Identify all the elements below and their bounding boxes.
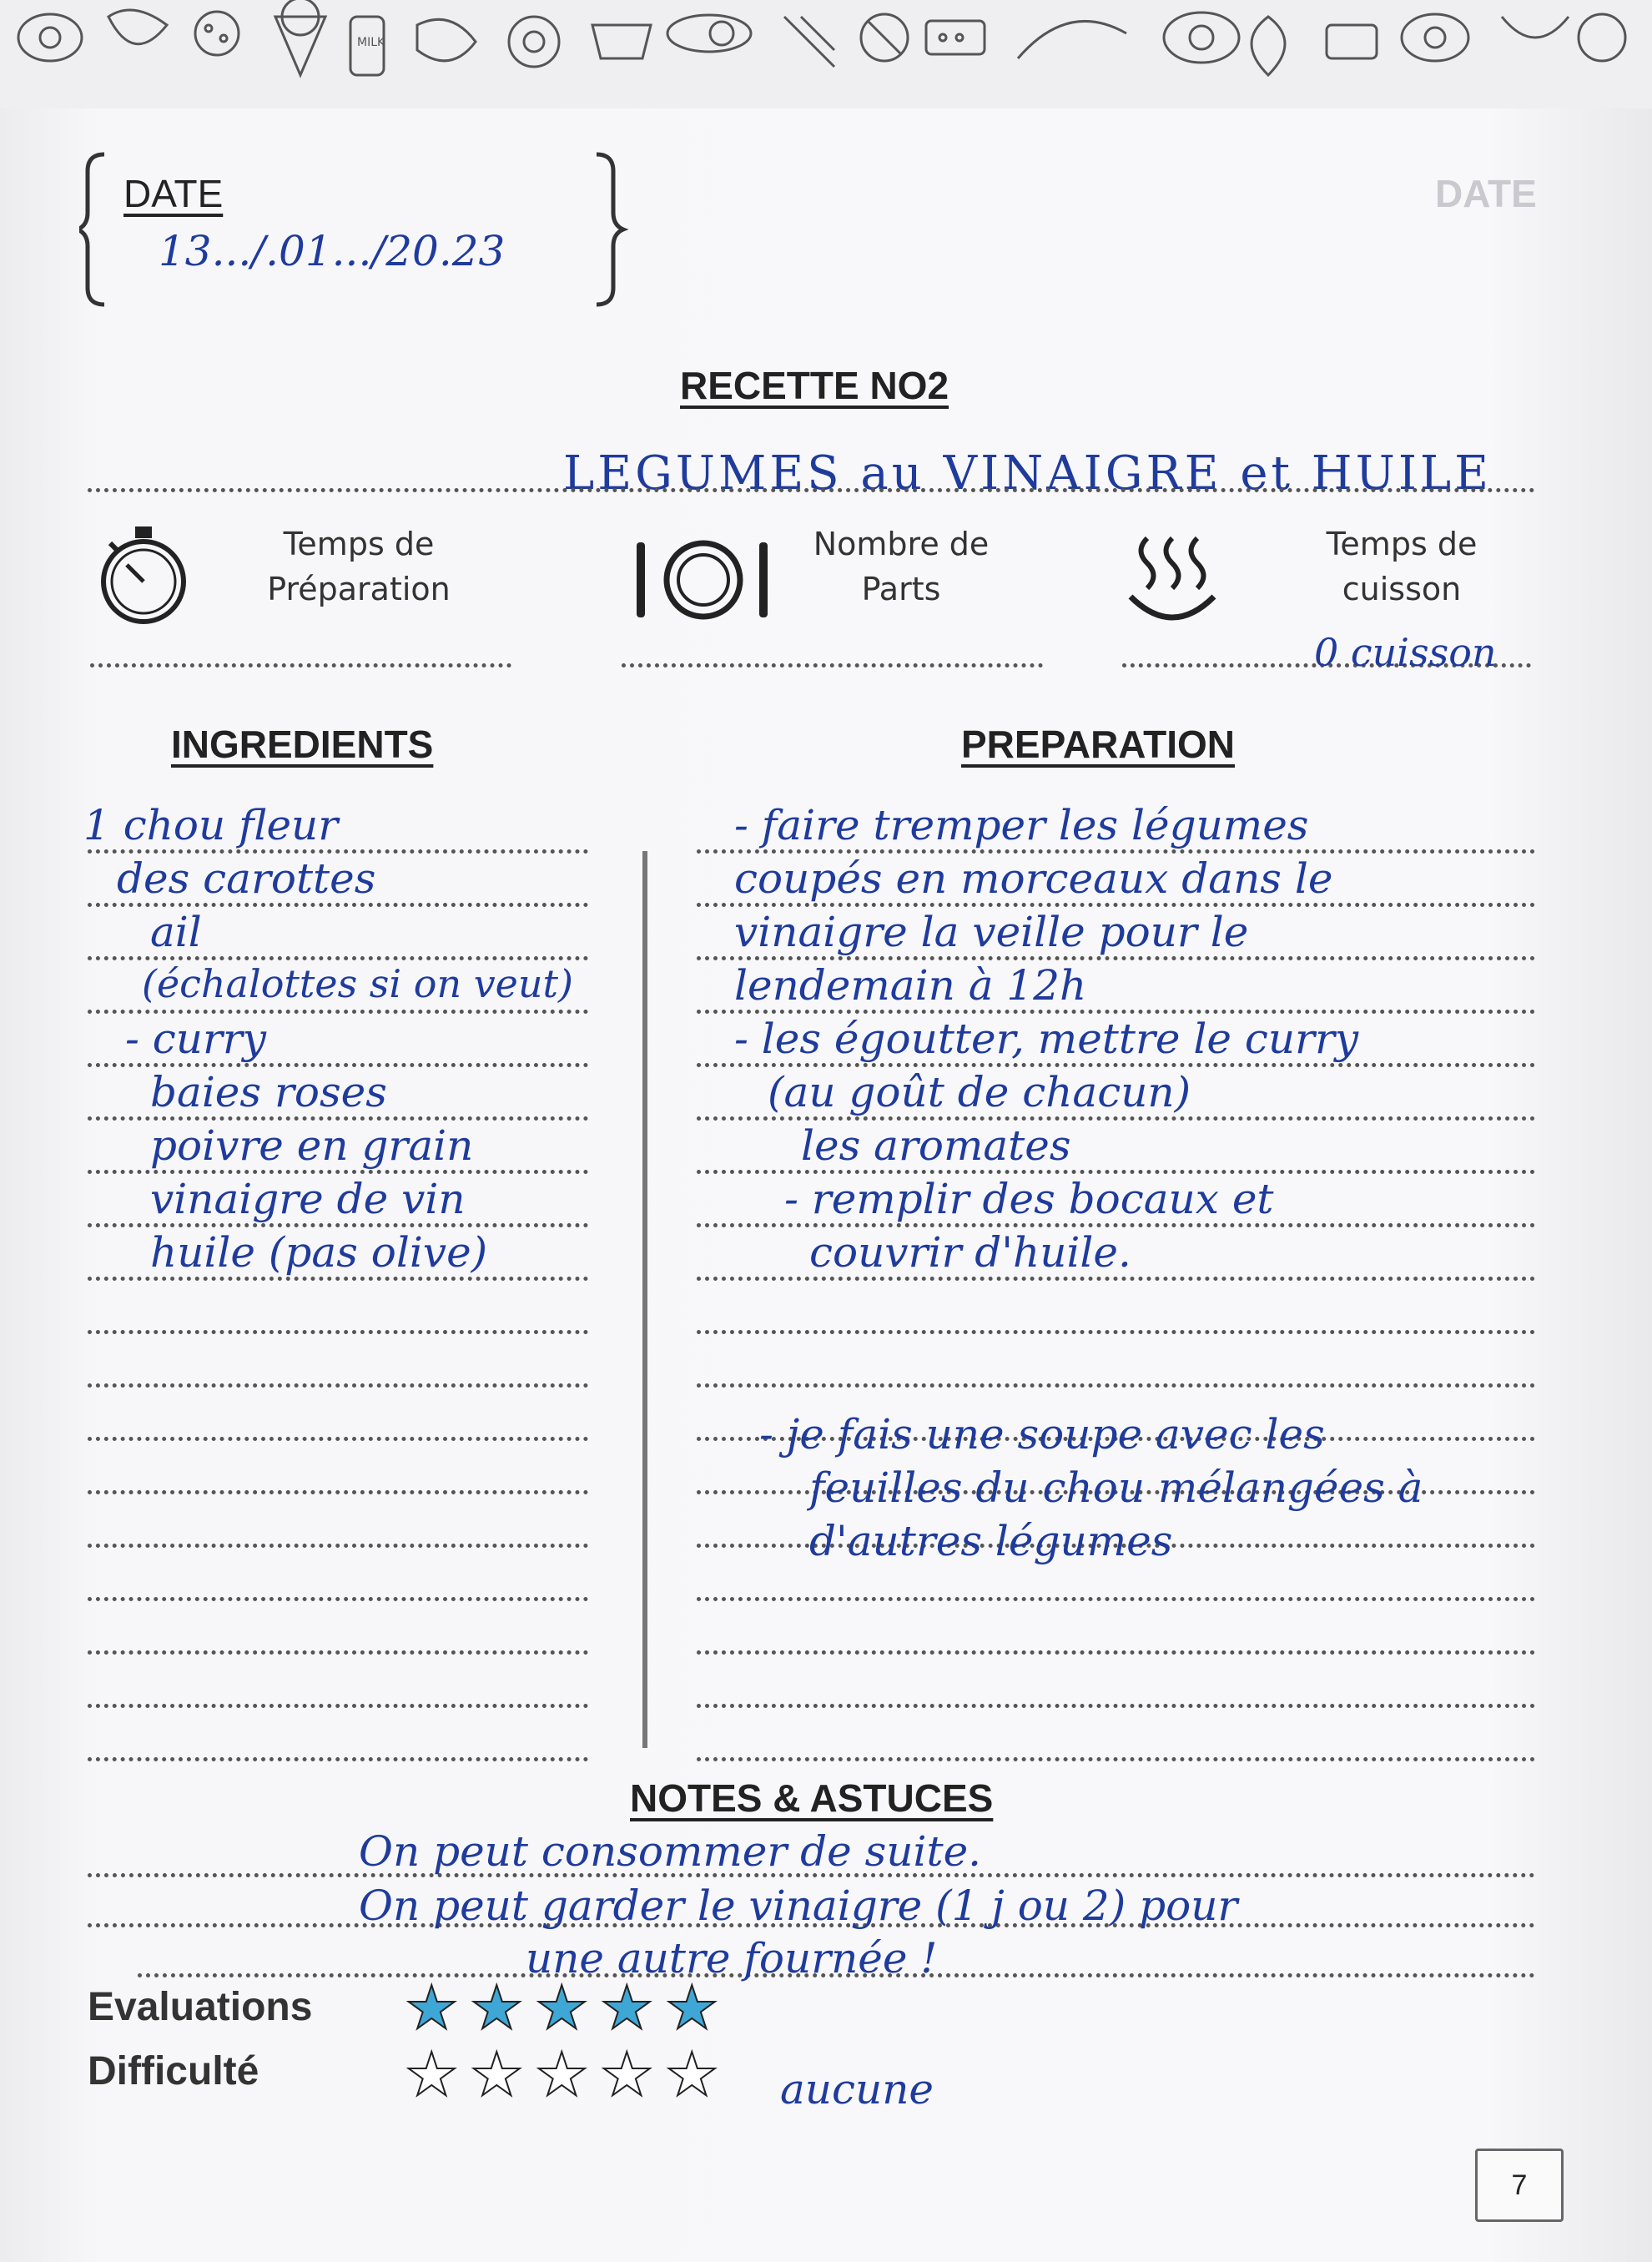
recipe-name-line [88, 488, 1535, 492]
ingredient-item: 1 chou fleur [83, 801, 339, 849]
star-empty-icon: ★ [665, 2039, 719, 2109]
preparation-title: PREPARATION [961, 723, 1235, 766]
ingredient-item: vinaigre de vin [150, 1175, 466, 1223]
preparation-line: feuilles du chou mélangées à [809, 1463, 1423, 1512]
ingredient-item: huile (pas olive) [150, 1228, 488, 1277]
notes-text: On peut garder le vinaigre (1 j ou 2) pour [359, 1882, 1238, 1930]
ingredient-item: ail [150, 908, 202, 956]
stopwatch-icon [92, 521, 196, 630]
preparation-line: lendemain à 12h [734, 961, 1087, 1010]
preparation-line: - faire tremper les légumes [734, 801, 1309, 849]
ingredients-title: INGREDIENTS [171, 723, 434, 766]
star-empty-icon: ★ [470, 2039, 524, 2109]
recipe-name: LEGUMES au VINAIGRE et HUILE [563, 446, 1492, 501]
preparation-line: - les égoutter, mettre le curry [734, 1015, 1359, 1063]
page-number: 7 [1511, 2169, 1528, 2201]
prep-time-line [90, 663, 511, 668]
food-doodle-border [0, 0, 1652, 108]
notes-title: NOTES & ASTUCES [630, 1776, 994, 1820]
svg-text:MILK: MILK [357, 36, 385, 49]
preparation-line: les aromates [801, 1121, 1071, 1170]
star-empty-icon: ★ [600, 2039, 654, 2109]
difficulte-label: Difficulté [88, 2049, 259, 2093]
ingredient-item: des carottes [117, 854, 376, 903]
notes-text: une autre fournée ! [526, 1934, 938, 1982]
preparation-line: d'autres légumes [809, 1517, 1173, 1565]
preparation-line: - je fais une soupe avec les [759, 1410, 1325, 1458]
preparation-line: (au goût de chacun) [768, 1068, 1191, 1116]
star-filled-icon: ★ [405, 1972, 459, 2043]
page-number-box [1475, 2149, 1564, 2222]
cook-time-value: 0 cuisson [1314, 630, 1497, 675]
date-label: DATE [123, 172, 224, 215]
star-filled-icon: ★ [665, 1972, 719, 2043]
ingredient-item: (échalottes si on veut) [142, 961, 573, 1006]
preparation-line: vinaigre la veille pour le [734, 908, 1249, 956]
preparation-line: - remplir des bocaux et [784, 1175, 1274, 1223]
difficulte-note: aucune [780, 2065, 934, 2113]
bleed-through-text: DATE [1435, 172, 1537, 215]
evaluations-label: Evaluations [88, 1985, 313, 2029]
ingredient-item: poivre en grain [150, 1121, 474, 1170]
steam-icon [1122, 530, 1222, 630]
notes-text: On peut consommer de suite. [359, 1827, 982, 1876]
parts-line [622, 663, 1043, 668]
column-divider [642, 851, 647, 1748]
prep-time-label: Temps de Préparation [267, 526, 451, 607]
plate-cutlery-icon [630, 534, 780, 626]
preparation-line: couvrir d'huile. [809, 1228, 1131, 1277]
parts-label: Nombre de Parts [813, 526, 990, 607]
star-empty-icon: ★ [405, 2039, 459, 2109]
date-value: 13.../.01.../20.23 [159, 227, 506, 275]
recipe-number: RECETTE NO2 [680, 364, 949, 407]
ingredient-item: baies roses [150, 1068, 387, 1116]
preparation-line: coupés en morceaux dans le [734, 854, 1333, 903]
star-filled-icon: ★ [600, 1972, 654, 2043]
ingredient-item: - curry [125, 1015, 267, 1063]
cook-time-label: Temps de cuisson [1326, 526, 1478, 607]
star-filled-icon: ★ [535, 1972, 589, 2043]
star-empty-icon: ★ [535, 2039, 589, 2109]
star-filled-icon: ★ [470, 1972, 524, 2043]
